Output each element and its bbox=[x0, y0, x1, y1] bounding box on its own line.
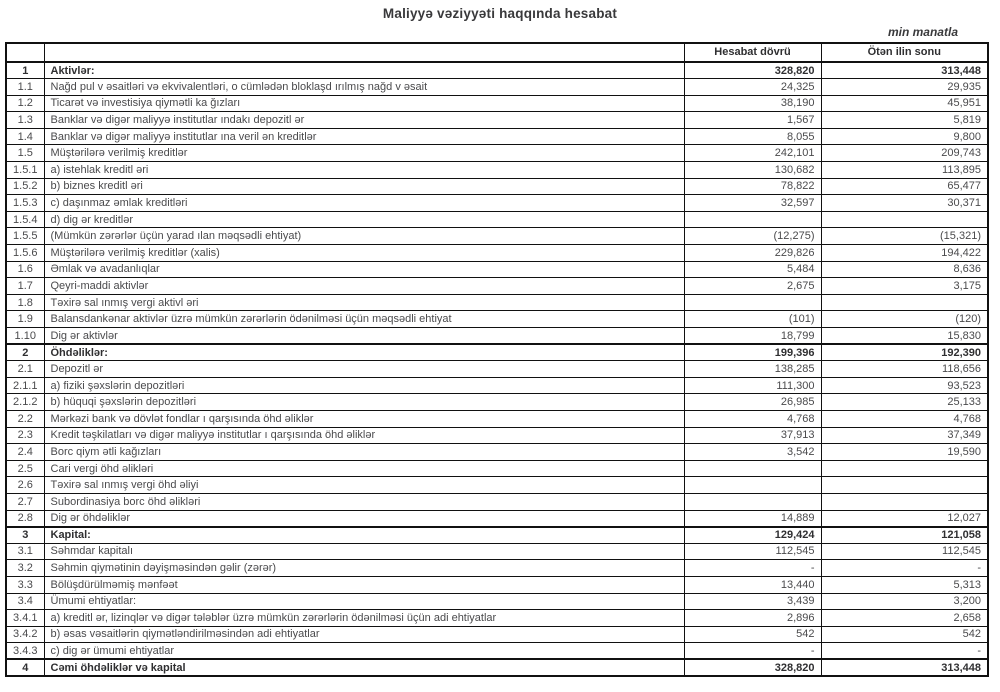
previous-year-value-cell: 8,636 bbox=[821, 261, 988, 278]
previous-year-value-cell: (15,321) bbox=[821, 228, 988, 245]
row-number-cell: 3.3 bbox=[6, 576, 44, 593]
table-row bbox=[6, 162, 988, 179]
row-label-cell: Banklar və digər maliyyə institutlar ına veril ən kreditlər bbox=[44, 128, 684, 145]
table-row bbox=[6, 112, 988, 129]
current-period-value-cell: 5,484 bbox=[684, 261, 821, 278]
row-label-cell: c) daşınmaz əmlak kreditləri bbox=[44, 195, 684, 212]
previous-year-value-cell: 37,349 bbox=[821, 427, 988, 444]
row-number-cell: 1.10 bbox=[6, 328, 44, 345]
row-label-cell: a) kreditl ər, lizinqlər və digər tələblər üzrə mümkün zərərlərin ödənilməsi üçün adi ehtiyatlar bbox=[44, 610, 684, 627]
previous-year-value-cell: 12,027 bbox=[821, 510, 988, 527]
row-label-cell: Aktivlər: bbox=[44, 62, 684, 79]
row-number-cell: 2.8 bbox=[6, 510, 44, 527]
row-label-cell: Təxirə sal ınmış vergi öhd əliyi bbox=[44, 477, 684, 494]
row-number-cell: 1.3 bbox=[6, 112, 44, 129]
row-label-cell: (Mümkün zərərlər üçün yarad ılan məqsədli ehtiyat) bbox=[44, 228, 684, 245]
current-period-value-cell: 4,768 bbox=[684, 410, 821, 427]
previous-year-value-cell: 93,523 bbox=[821, 377, 988, 394]
current-period-value-cell: 13,440 bbox=[684, 576, 821, 593]
row-label-cell: Kredit təşkilatları və digər maliyyə institutlar ı qarşısında öhd əliklər bbox=[44, 427, 684, 444]
row-number-cell: 1.5.2 bbox=[6, 178, 44, 195]
previous-year-value-cell bbox=[821, 294, 988, 311]
row-label-cell: Səhmin qiymətinin dəyişməsindən gəlir (zərər) bbox=[44, 560, 684, 577]
row-number-cell: 1.9 bbox=[6, 311, 44, 328]
row-number-cell: 2.1.2 bbox=[6, 394, 44, 411]
table-row bbox=[6, 278, 988, 295]
row-number-cell: 2.3 bbox=[6, 427, 44, 444]
row-label-cell: Kapital: bbox=[44, 527, 684, 544]
table-row bbox=[6, 427, 988, 444]
col-header-label bbox=[44, 43, 684, 62]
row-label-cell: Cəmi öhdəliklər və kapital bbox=[44, 659, 684, 676]
row-number-cell: 1 bbox=[6, 62, 44, 79]
current-period-value-cell: 112,545 bbox=[684, 543, 821, 560]
table-row bbox=[6, 643, 988, 660]
table-row bbox=[6, 211, 988, 228]
table-row bbox=[6, 245, 988, 262]
previous-year-value-cell: 4,768 bbox=[821, 410, 988, 427]
row-label-cell: Nağd pul v əsaitləri və ekvivalentləri, o cümlədən bloklaşd ırılmış nağd v əsait bbox=[44, 79, 684, 96]
current-period-value-cell: 37,913 bbox=[684, 427, 821, 444]
row-number-cell: 1.5.3 bbox=[6, 195, 44, 212]
row-number-cell: 2.7 bbox=[6, 493, 44, 510]
row-label-cell: Bölüşdürülməmiş mənfəət bbox=[44, 576, 684, 593]
col-header-previous-year-end: Ötən ilin sonu bbox=[821, 43, 988, 62]
row-label-cell: Ümumi ehtiyatlar: bbox=[44, 593, 684, 610]
previous-year-value-cell: - bbox=[821, 643, 988, 660]
row-number-cell: 1.2 bbox=[6, 95, 44, 112]
row-label-cell: Öhdəliklər: bbox=[44, 344, 684, 361]
previous-year-value-cell: - bbox=[821, 560, 988, 577]
current-period-value-cell: 1,567 bbox=[684, 112, 821, 129]
current-period-value-cell: 199,396 bbox=[684, 344, 821, 361]
row-number-cell: 4 bbox=[6, 659, 44, 676]
unit-note: min manatla bbox=[887, 25, 958, 39]
row-number-cell: 2.4 bbox=[6, 444, 44, 461]
previous-year-value-cell: 113,895 bbox=[821, 162, 988, 179]
table-row bbox=[6, 79, 988, 96]
row-label-cell: Müştərilərə verilmiş kreditlər bbox=[44, 145, 684, 162]
current-period-value-cell: (101) bbox=[684, 311, 821, 328]
row-number-cell: 3.4.1 bbox=[6, 610, 44, 627]
previous-year-value-cell: 118,656 bbox=[821, 361, 988, 378]
row-number-cell: 2.5 bbox=[6, 460, 44, 477]
table-row bbox=[6, 394, 988, 411]
row-label-cell: a) istehlak kreditl əri bbox=[44, 162, 684, 179]
current-period-value-cell: 138,285 bbox=[684, 361, 821, 378]
row-label-cell: d) dig ər kreditlər bbox=[44, 211, 684, 228]
row-label-cell: Dig ər aktivlər bbox=[44, 328, 684, 345]
table-row bbox=[6, 659, 988, 676]
table-row bbox=[6, 626, 988, 643]
table-row bbox=[6, 560, 988, 577]
current-period-value-cell: 8,055 bbox=[684, 128, 821, 145]
row-label-cell: Subordinasiya borc öhd əlikləri bbox=[44, 493, 684, 510]
table-row bbox=[6, 145, 988, 162]
row-label-cell: Banklar və digər maliyyə institutlar ındakı depozitl ər bbox=[44, 112, 684, 129]
current-period-value-cell: 129,424 bbox=[684, 527, 821, 544]
row-label-cell: Borc qiym ətli kağızları bbox=[44, 444, 684, 461]
row-label-cell: Qeyri-maddi aktivlər bbox=[44, 278, 684, 295]
previous-year-value-cell: 2,658 bbox=[821, 610, 988, 627]
row-label-cell: b) hüquqi şəxslərin depozitləri bbox=[44, 394, 684, 411]
row-label-cell: Müştərilərə verilmiş kreditlər (xalis) bbox=[44, 245, 684, 262]
table-row bbox=[6, 311, 988, 328]
row-label-cell: Əmlak və avadanlıqlar bbox=[44, 261, 684, 278]
previous-year-value-cell bbox=[821, 460, 988, 477]
current-period-value-cell: 18,799 bbox=[684, 328, 821, 345]
previous-year-value-cell: 192,390 bbox=[821, 344, 988, 361]
current-period-value-cell: 328,820 bbox=[684, 659, 821, 676]
row-number-cell: 2 bbox=[6, 344, 44, 361]
table-row bbox=[6, 576, 988, 593]
current-period-value-cell bbox=[684, 460, 821, 477]
previous-year-value-cell: 209,743 bbox=[821, 145, 988, 162]
current-period-value-cell bbox=[684, 294, 821, 311]
current-period-value-cell: 229,826 bbox=[684, 245, 821, 262]
row-number-cell: 1.5.1 bbox=[6, 162, 44, 179]
table-row bbox=[6, 377, 988, 394]
table-row bbox=[6, 195, 988, 212]
current-period-value-cell: 32,597 bbox=[684, 195, 821, 212]
table-row bbox=[6, 510, 988, 527]
previous-year-value-cell: 65,477 bbox=[821, 178, 988, 195]
current-period-value-cell: 14,889 bbox=[684, 510, 821, 527]
current-period-value-cell: 3,542 bbox=[684, 444, 821, 461]
current-period-value-cell: 78,822 bbox=[684, 178, 821, 195]
table-row bbox=[6, 178, 988, 195]
table-row bbox=[6, 527, 988, 544]
row-number-cell: 2.1 bbox=[6, 361, 44, 378]
previous-year-value-cell: 112,545 bbox=[821, 543, 988, 560]
col-header-current-period: Hesabat dövrü bbox=[684, 43, 821, 62]
previous-year-value-cell: 30,371 bbox=[821, 195, 988, 212]
col-header-number bbox=[6, 43, 44, 62]
current-period-value-cell: 2,896 bbox=[684, 610, 821, 627]
row-label-cell: c) dig ər ümumi ehtiyatlar bbox=[44, 643, 684, 660]
row-number-cell: 3 bbox=[6, 527, 44, 544]
row-number-cell: 1.4 bbox=[6, 128, 44, 145]
row-number-cell: 1.5.6 bbox=[6, 245, 44, 262]
row-label-cell: Cari vergi öhd əlikləri bbox=[44, 460, 684, 477]
table-row bbox=[6, 95, 988, 112]
row-number-cell: 3.1 bbox=[6, 543, 44, 560]
table-row bbox=[6, 62, 988, 79]
row-label-cell: b) biznes kreditl əri bbox=[44, 178, 684, 195]
table-header-row bbox=[6, 43, 988, 62]
current-period-value-cell: 542 bbox=[684, 626, 821, 643]
table-row bbox=[6, 361, 988, 378]
current-period-value-cell: (12,275) bbox=[684, 228, 821, 245]
current-period-value-cell: 111,300 bbox=[684, 377, 821, 394]
previous-year-value-cell: 25,133 bbox=[821, 394, 988, 411]
row-label-cell: Ticarət və investisiya qiymətli ka ğızları bbox=[44, 95, 684, 112]
row-label-cell: Balansdankənar aktivlər üzrə mümkün zərərlərin ödənilməsi üçün məqsədli ehtiyat bbox=[44, 311, 684, 328]
current-period-value-cell: - bbox=[684, 643, 821, 660]
previous-year-value-cell: 3,200 bbox=[821, 593, 988, 610]
row-number-cell: 1.5.4 bbox=[6, 211, 44, 228]
previous-year-value-cell: 29,935 bbox=[821, 79, 988, 96]
current-period-value-cell bbox=[684, 211, 821, 228]
current-period-value-cell: 3,439 bbox=[684, 593, 821, 610]
current-period-value-cell: 38,190 bbox=[684, 95, 821, 112]
table-row bbox=[6, 543, 988, 560]
previous-year-value-cell bbox=[821, 493, 988, 510]
previous-year-value-cell: (120) bbox=[821, 311, 988, 328]
current-period-value-cell: 242,101 bbox=[684, 145, 821, 162]
table-row bbox=[6, 294, 988, 311]
current-period-value-cell: - bbox=[684, 560, 821, 577]
row-number-cell: 1.5 bbox=[6, 145, 44, 162]
table-row bbox=[6, 344, 988, 361]
table-row bbox=[6, 410, 988, 427]
row-number-cell: 2.2 bbox=[6, 410, 44, 427]
row-number-cell: 1.5.5 bbox=[6, 228, 44, 245]
previous-year-value-cell: 19,590 bbox=[821, 444, 988, 461]
table-row bbox=[6, 460, 988, 477]
row-number-cell: 3.2 bbox=[6, 560, 44, 577]
row-label-cell: b) əsas vəsaitlərin qiymətləndirilməsindən adi ehtiyatlar bbox=[44, 626, 684, 643]
row-number-cell: 2.6 bbox=[6, 477, 44, 494]
table-row bbox=[6, 477, 988, 494]
table-row bbox=[6, 444, 988, 461]
table-row bbox=[6, 593, 988, 610]
table-row bbox=[6, 610, 988, 627]
table-row bbox=[6, 228, 988, 245]
current-period-value-cell: 130,682 bbox=[684, 162, 821, 179]
row-label-cell: Depozitl ər bbox=[44, 361, 684, 378]
current-period-value-cell bbox=[684, 477, 821, 494]
previous-year-value-cell: 542 bbox=[821, 626, 988, 643]
report-title: Maliyyə vəziyyəti haqqında hesabat bbox=[382, 6, 618, 21]
previous-year-value-cell: 5,819 bbox=[821, 112, 988, 129]
previous-year-value-cell: 313,448 bbox=[821, 659, 988, 676]
row-number-cell: 1.6 bbox=[6, 261, 44, 278]
financial-position-table bbox=[5, 42, 989, 677]
previous-year-value-cell bbox=[821, 211, 988, 228]
current-period-value-cell: 328,820 bbox=[684, 62, 821, 79]
table-row bbox=[6, 328, 988, 345]
previous-year-value-cell: 5,313 bbox=[821, 576, 988, 593]
previous-year-value-cell: 194,422 bbox=[821, 245, 988, 262]
row-label-cell: Təxirə sal ınmış vergi aktivl əri bbox=[44, 294, 684, 311]
row-number-cell: 3.4.3 bbox=[6, 643, 44, 660]
table-row bbox=[6, 493, 988, 510]
table-row bbox=[6, 128, 988, 145]
previous-year-value-cell: 121,058 bbox=[821, 527, 988, 544]
row-number-cell: 1.1 bbox=[6, 79, 44, 96]
previous-year-value-cell: 313,448 bbox=[821, 62, 988, 79]
previous-year-value-cell: 3,175 bbox=[821, 278, 988, 295]
row-label-cell: a) fiziki şəxslərin depozitləri bbox=[44, 377, 684, 394]
previous-year-value-cell: 15,830 bbox=[821, 328, 988, 345]
row-number-cell: 1.8 bbox=[6, 294, 44, 311]
row-number-cell: 3.4.2 bbox=[6, 626, 44, 643]
current-period-value-cell: 24,325 bbox=[684, 79, 821, 96]
row-label-cell: Mərkəzi bank və dövlət fondlar ı qarşısında öhd əliklər bbox=[44, 410, 684, 427]
current-period-value-cell bbox=[684, 493, 821, 510]
row-label-cell: Dig ər öhdəliklər bbox=[44, 510, 684, 527]
previous-year-value-cell: 9,800 bbox=[821, 128, 988, 145]
row-number-cell: 1.7 bbox=[6, 278, 44, 295]
row-label-cell: Səhmdar kapitalı bbox=[44, 543, 684, 560]
table-body bbox=[6, 62, 988, 676]
table-row bbox=[6, 261, 988, 278]
previous-year-value-cell: 45,951 bbox=[821, 95, 988, 112]
previous-year-value-cell bbox=[821, 477, 988, 494]
row-number-cell: 3.4 bbox=[6, 593, 44, 610]
current-period-value-cell: 2,675 bbox=[684, 278, 821, 295]
current-period-value-cell: 26,985 bbox=[684, 394, 821, 411]
row-number-cell: 2.1.1 bbox=[6, 377, 44, 394]
